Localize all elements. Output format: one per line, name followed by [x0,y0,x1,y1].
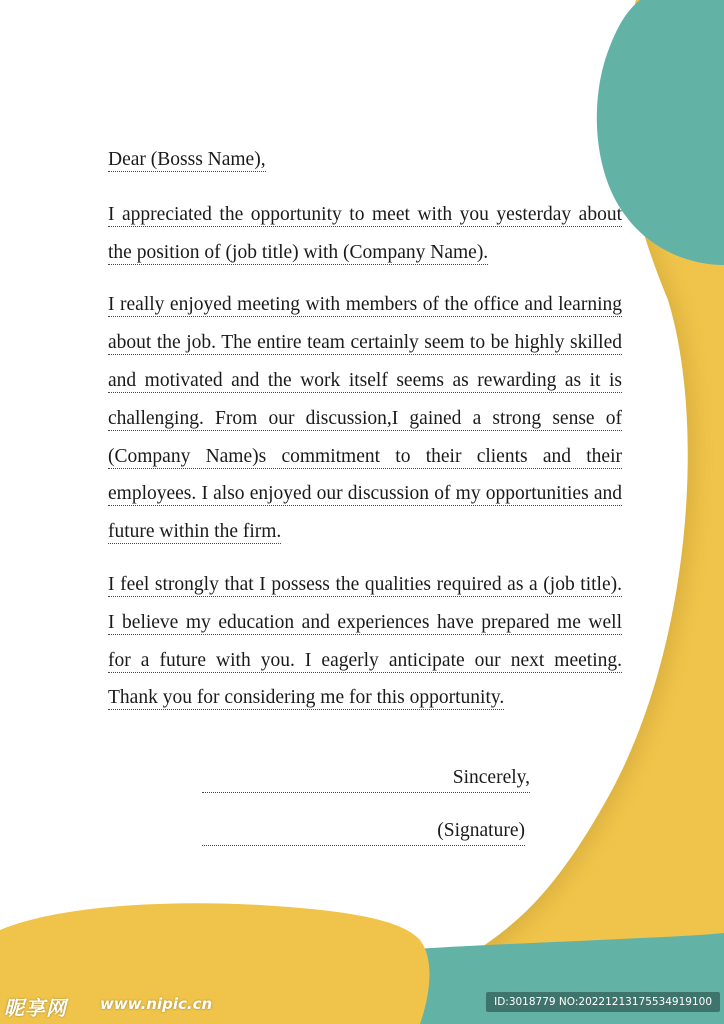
paragraph-2: I really enjoyed meeting with members of the office and learning about the job. The entire team certainly seem to be highly skilled and motivated and the work itself seems as rewarding as it is challenging. From our discussion,I gained a strong sense of (Company Name)s commitment to their clients and their employees. I also enjoyed our discussion of my opportunities and future within the firm. [108,294,622,543]
closing-block [202,764,530,870]
site-url: www.nipic.cn [100,995,213,1013]
salutation: Dear (Bosss Name), [108,149,266,170]
closing-line: Sincerely, [202,764,530,793]
watermark-bar [0,986,724,1024]
paragraph-1: I appreciated the opportunity to meet with you yesterday about the position of (job title) with (Company Name). [108,203,622,263]
image-id-label: ID:3018779 NO:20221213175534919100 [486,992,720,1012]
signature-line: (Signature) [202,817,525,846]
letter-body [108,141,622,732]
site-logo: 昵享网 [4,996,67,1020]
paragraph-3: I feel strongly that I possess the qualities required as a (job title). I believe my education and experiences have prepared me well for a future with you. I eagerly anticipate our next meeting. Thank you for considering me for this opportunity. [108,573,622,709]
